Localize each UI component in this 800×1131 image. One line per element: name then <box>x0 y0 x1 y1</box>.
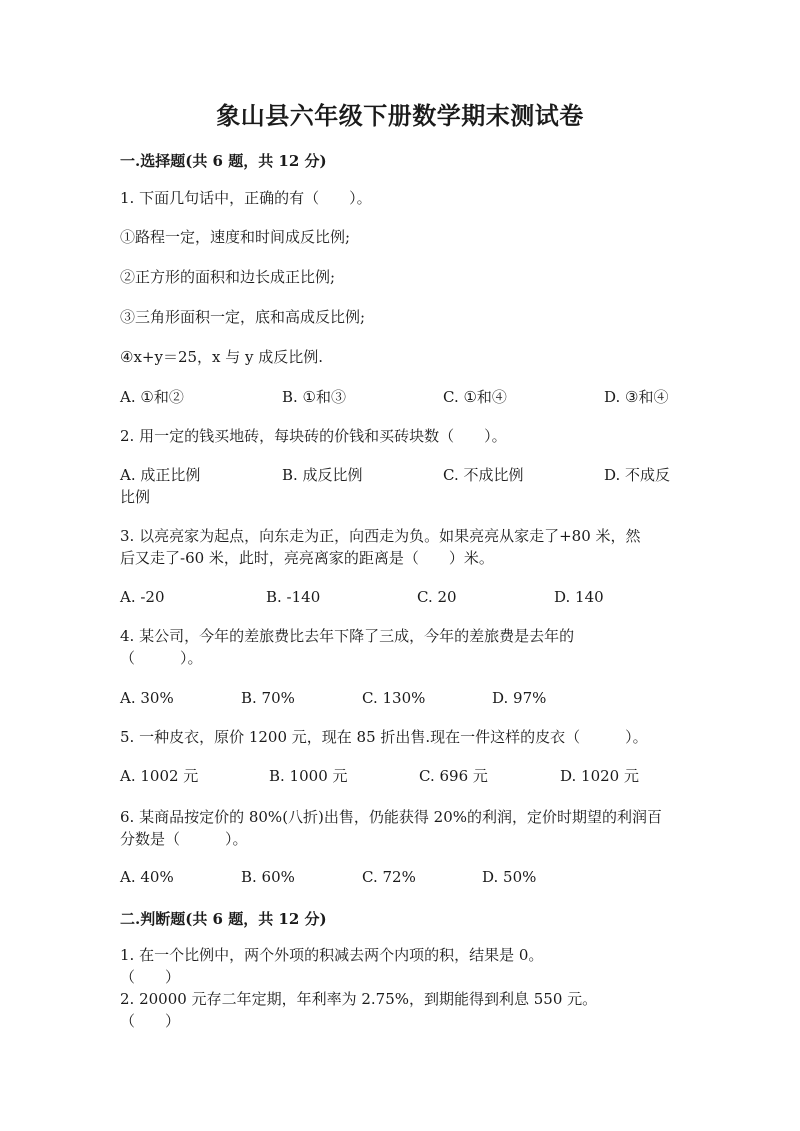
question-6-stem-line-1: 6. 某商品按定价的 80%(八折)出售，仍能获得 20%的利润，定价时期望的利润百 <box>120 808 663 826</box>
question-1-options <box>120 386 680 408</box>
option-d[interactable]: D. 不成反 <box>604 466 671 484</box>
option-b[interactable]: B. 60% <box>241 868 295 886</box>
option-b[interactable]: B. -140 <box>266 588 321 606</box>
question-4-stem-line-1: 4. 某公司，今年的差旅费比去年下降了三成，今年的差旅费是去年的 <box>120 627 575 645</box>
question-1-stem: 1. 下面几句话中，正确的有（ ）。 <box>120 189 372 207</box>
judgment-2-blank[interactable]: （ ） <box>120 1012 181 1030</box>
judgment-1-stem: 1. 在一个比例中，两个外项的积减去两个内项的积，结果是 0。 <box>120 946 544 964</box>
option-b[interactable]: B. 1000 元 <box>269 767 348 785</box>
question-1-statement-4: ④x+y＝25，x 与 y 成反比例. <box>120 348 324 366</box>
option-d[interactable]: D. 97% <box>492 689 547 707</box>
question-2-stem: 2. 用一定的钱买地砖，每块砖的价钱和买砖块数（ ）。 <box>120 427 507 445</box>
question-3-options <box>120 586 680 608</box>
judgment-2-stem: 2. 20000 元存二年定期，年利率为 2.75%，到期能得到利息 550 元。 <box>120 990 598 1008</box>
option-b[interactable]: B. 成反比例 <box>282 466 363 484</box>
question-6-options <box>120 866 680 888</box>
option-c[interactable]: C. ①和④ <box>443 388 507 406</box>
option-b[interactable]: B. ①和③ <box>282 388 347 406</box>
option-a[interactable]: A. ①和② <box>120 388 184 406</box>
option-a[interactable]: A. 成正比例 <box>120 466 201 484</box>
option-d[interactable]: D. 140 <box>554 588 604 606</box>
question-5-options <box>120 765 680 787</box>
judgment-1-blank[interactable]: （ ） <box>120 968 181 986</box>
question-2-option-wrap: 比例 <box>120 488 151 506</box>
question-1-statement-2: ②正方形的面积和边长成正比例; <box>120 268 336 286</box>
option-d[interactable]: D. 1020 元 <box>560 767 639 785</box>
option-a[interactable]: A. 1002 元 <box>120 767 199 785</box>
option-c[interactable]: C. 不成比例 <box>443 466 524 484</box>
question-4-stem-line-2: （ ）。 <box>120 649 203 667</box>
option-d[interactable]: D. ③和④ <box>604 388 669 406</box>
option-a[interactable]: A. -20 <box>120 588 165 606</box>
question-5-stem: 5. 一种皮衣，原价 1200 元，现在 85 折出售.现在一件这样的皮衣（ ）。 <box>120 728 648 746</box>
option-a[interactable]: A. 40% <box>120 868 174 886</box>
question-1-statement-1: ①路程一定，速度和时间成反比例; <box>120 228 351 246</box>
section-heading-choice: 一.选择题(共 6 题，共 12 分) <box>120 152 327 170</box>
option-a[interactable]: A. 30% <box>120 689 174 707</box>
question-3-stem-line-2: 后又走了-60 米，此时，亮亮离家的距离是（ ）米。 <box>120 549 494 567</box>
question-2-options <box>120 464 680 486</box>
option-c[interactable]: C. 130% <box>362 689 426 707</box>
section-heading-judgment: 二.判断题(共 6 题，共 12 分) <box>120 910 327 928</box>
option-b[interactable]: B. 70% <box>241 689 295 707</box>
question-3-stem-line-1: 3. 以亮亮家为起点，向东走为正，向西走为负。如果亮亮从家走了+80 米，然 <box>120 527 641 545</box>
question-4-options <box>120 687 680 709</box>
page-title: 象山县六年级下册数学期末测试卷 <box>216 101 584 130</box>
option-c[interactable]: C. 696 元 <box>419 767 488 785</box>
question-1-statement-3: ③三角形面积一定，底和高成反比例; <box>120 308 366 326</box>
option-d[interactable]: D. 50% <box>482 868 537 886</box>
question-6-stem-line-2: 分数是（ ）。 <box>120 830 248 848</box>
option-c[interactable]: C. 72% <box>362 868 416 886</box>
option-c[interactable]: C. 20 <box>417 588 457 606</box>
